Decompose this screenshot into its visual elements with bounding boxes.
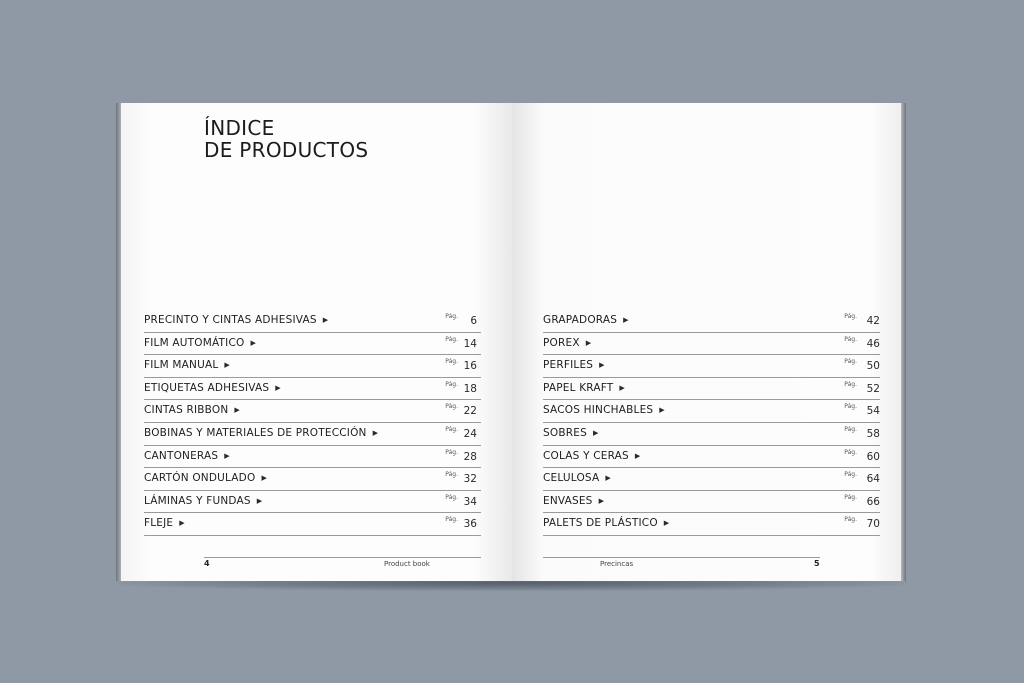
toc-entry-label: BOBINAS Y MATERIALES DE PROTECCIÓN bbox=[144, 426, 367, 439]
toc-row[interactable] bbox=[543, 513, 880, 536]
toc-pag-label: Pág. bbox=[445, 471, 458, 479]
triangle-right-icon: ▶ bbox=[224, 451, 230, 460]
toc-page-number: 6 bbox=[470, 315, 477, 327]
title-line-1: ÍNDICE bbox=[204, 116, 275, 140]
toc-entry-name bbox=[543, 337, 591, 349]
toc-pag-label: Pág. bbox=[445, 335, 458, 343]
triangle-right-icon: ▶ bbox=[585, 338, 592, 347]
toc-row[interactable] bbox=[144, 400, 481, 423]
triangle-right-icon: ▶ bbox=[634, 451, 641, 460]
toc-page-number: 52 bbox=[866, 382, 880, 395]
page-title bbox=[204, 117, 368, 161]
toc-entry-label: ENVASES bbox=[543, 494, 593, 507]
toc-page-number: 36 bbox=[463, 518, 477, 531]
toc-entry-name bbox=[144, 450, 230, 462]
toc-entry-label: FILM MANUAL bbox=[144, 359, 219, 372]
triangle-right-icon: ▶ bbox=[599, 361, 605, 370]
triangle-right-icon: ▶ bbox=[619, 383, 625, 392]
toc-page-number: 64 bbox=[866, 473, 880, 486]
toc-row[interactable] bbox=[543, 355, 880, 378]
toc-entry-name bbox=[543, 450, 641, 462]
toc-row[interactable] bbox=[543, 378, 880, 401]
toc-entry-name bbox=[543, 382, 625, 394]
toc-page-number: 28 bbox=[463, 450, 477, 463]
toc-page-number: 50 bbox=[866, 360, 880, 373]
toc-page-number: 22 bbox=[463, 405, 477, 418]
toc-page-number: 42 bbox=[866, 315, 880, 327]
toc-row[interactable] bbox=[144, 310, 481, 333]
triangle-right-icon: ▶ bbox=[598, 496, 605, 505]
triangle-right-icon: ▶ bbox=[234, 406, 240, 415]
toc-entry-label: PALETS DE PLÁSTICO bbox=[543, 517, 658, 530]
toc-entry-name bbox=[543, 517, 669, 529]
toc-entry-name bbox=[144, 382, 281, 394]
toc-entry-label: SOBRES bbox=[543, 426, 587, 439]
triangle-right-icon: ▶ bbox=[659, 406, 665, 415]
toc-entry-label: LÁMINAS Y FUNDAS bbox=[144, 494, 251, 507]
toc-page-number: 24 bbox=[463, 427, 477, 440]
toc-entry-label: COLAS Y CERAS bbox=[543, 449, 629, 462]
toc-entry-label: PRECINTO Y CINTAS ADHESIVAS bbox=[144, 314, 317, 326]
toc-pag-label: Pág. bbox=[844, 335, 857, 343]
toc-page-number: 58 bbox=[866, 427, 880, 440]
toc-pag-label: Pág. bbox=[445, 425, 458, 433]
toc-pag-label: Pág. bbox=[844, 448, 857, 456]
toc-entry-label: SACOS HINCHABLES bbox=[543, 404, 654, 417]
triangle-right-icon: ▶ bbox=[372, 428, 379, 437]
toc-pag-label: Pág. bbox=[445, 358, 458, 366]
toc-entry-name bbox=[144, 337, 256, 349]
toc-pag-label: Pág. bbox=[844, 471, 857, 479]
toc-page-number: 66 bbox=[866, 495, 880, 508]
toc-entry-name bbox=[144, 404, 240, 416]
toc-row[interactable] bbox=[144, 423, 481, 446]
toc-entry-label: PERFILES bbox=[543, 359, 594, 372]
toc-pag-label: Pág. bbox=[445, 313, 458, 320]
toc-pag-label: Pág. bbox=[844, 403, 857, 411]
footer-brand-label: Precincas bbox=[600, 560, 634, 568]
toc-entry-name bbox=[543, 359, 605, 371]
toc-page-number: 70 bbox=[866, 518, 880, 531]
toc-entry-label: POREX bbox=[543, 336, 580, 349]
triangle-right-icon: ▶ bbox=[250, 338, 257, 347]
toc-entry-label: ETIQUETAS ADHESIVAS bbox=[144, 381, 270, 394]
toc-row[interactable] bbox=[144, 378, 481, 401]
toc-page-number: 32 bbox=[463, 473, 477, 486]
toc-row[interactable] bbox=[144, 513, 481, 536]
triangle-right-icon: ▶ bbox=[663, 519, 670, 528]
toc-row[interactable] bbox=[144, 333, 481, 356]
toc-entry-name bbox=[543, 495, 604, 507]
toc-row[interactable] bbox=[543, 446, 880, 469]
toc-entry-label: CARTÓN ONDULADO bbox=[144, 472, 256, 485]
toc-pag-label: Pág. bbox=[844, 358, 857, 366]
toc-entry-name bbox=[543, 404, 665, 416]
triangle-right-icon: ▶ bbox=[261, 474, 268, 483]
toc-page-number: 18 bbox=[463, 382, 477, 395]
triangle-right-icon: ▶ bbox=[179, 519, 185, 528]
toc-right bbox=[543, 310, 880, 536]
toc-pag-label: Pág. bbox=[445, 403, 458, 411]
toc-page-number: 46 bbox=[866, 337, 880, 350]
toc-entry-label: PAPEL KRAFT bbox=[543, 381, 614, 394]
toc-row[interactable] bbox=[543, 423, 880, 446]
triangle-right-icon: ▶ bbox=[256, 496, 263, 505]
footer-rule-right bbox=[543, 557, 820, 558]
footer-page-number-right: 5 bbox=[814, 559, 820, 568]
toc-pag-label: Pág. bbox=[844, 380, 857, 388]
toc-page-number: 34 bbox=[463, 495, 477, 508]
toc-entry-label: GRAPADORAS bbox=[543, 314, 618, 326]
toc-page-number: 14 bbox=[463, 337, 477, 350]
toc-entry-label: CELULOSA bbox=[543, 472, 600, 485]
toc-row[interactable] bbox=[543, 468, 880, 491]
toc-pag-label: Pág. bbox=[445, 493, 458, 501]
triangle-right-icon: ▶ bbox=[592, 428, 599, 437]
toc-entry-name bbox=[543, 472, 611, 484]
toc-row[interactable] bbox=[144, 468, 481, 491]
triangle-right-icon: ▶ bbox=[605, 474, 611, 483]
triangle-right-icon: ▶ bbox=[322, 316, 329, 324]
toc-pag-label: Pág. bbox=[844, 493, 857, 501]
toc-pag-label: Pág. bbox=[844, 425, 857, 433]
toc-entry-name bbox=[144, 495, 262, 507]
title-line-2: DE PRODUCTOS bbox=[204, 138, 369, 162]
toc-pag-label: Pág. bbox=[844, 516, 857, 524]
toc-entry-name bbox=[144, 472, 267, 484]
toc-entry-label: FLEJE bbox=[144, 517, 174, 530]
footer-page-number-left: 4 bbox=[204, 559, 210, 568]
toc-row[interactable] bbox=[543, 491, 880, 514]
toc-page-number: 60 bbox=[866, 450, 880, 463]
toc-row[interactable] bbox=[144, 355, 481, 378]
toc-page-number: 16 bbox=[463, 360, 477, 373]
toc-entry-name bbox=[543, 314, 629, 326]
toc-pag-label: Pág. bbox=[844, 313, 857, 320]
triangle-right-icon: ▶ bbox=[275, 383, 281, 392]
toc-entry-name bbox=[144, 517, 185, 529]
toc-page-number: 54 bbox=[866, 405, 880, 418]
toc-row[interactable] bbox=[543, 400, 880, 423]
toc-entry-name bbox=[144, 314, 328, 326]
toc-row[interactable] bbox=[144, 446, 481, 469]
toc-row[interactable] bbox=[543, 333, 880, 356]
toc-row[interactable] bbox=[144, 491, 481, 514]
toc-entry-name bbox=[144, 359, 230, 371]
footer-rule-left bbox=[204, 557, 481, 558]
toc-entry-label: FILM AUTOMÁTICO bbox=[144, 336, 245, 349]
toc-row[interactable] bbox=[543, 310, 880, 333]
toc-pag-label: Pág. bbox=[445, 380, 458, 388]
footer-book-label: Product book bbox=[384, 560, 430, 568]
toc-entry-name bbox=[543, 427, 599, 439]
toc-entry-name bbox=[144, 427, 378, 439]
toc-entry-label: CANTONERAS bbox=[144, 449, 219, 462]
toc-pag-label: Pág. bbox=[445, 448, 458, 456]
toc-entry-label: CINTAS RIBBON bbox=[144, 404, 229, 417]
toc-left bbox=[144, 310, 481, 536]
triangle-right-icon: ▶ bbox=[623, 316, 629, 324]
toc-pag-label: Pág. bbox=[445, 516, 458, 524]
triangle-right-icon: ▶ bbox=[224, 361, 230, 370]
